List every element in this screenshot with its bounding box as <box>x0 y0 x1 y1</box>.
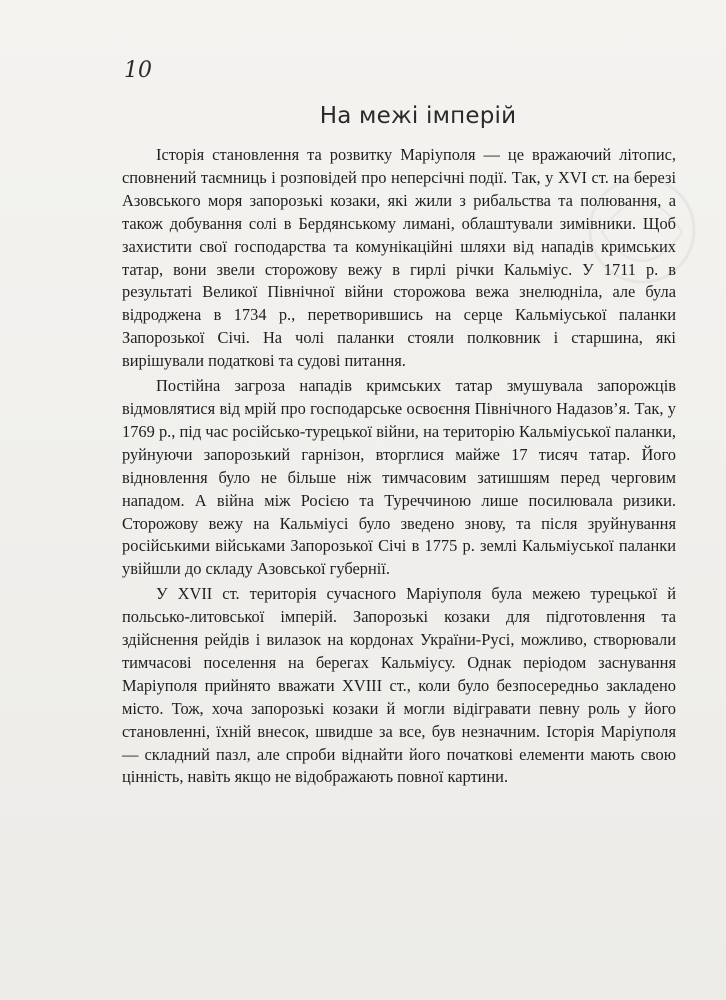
paragraph-2: Постійна загроза нападів кримських татар змушувала запорожців відмовлятися від мрій про господарське освоєння Північного Надазов’я. Так, у 1769 р., під час російсько-турецької війни, на територію Кальміуської паланки, руйнуючи запорозький гарнізон, вторглися майже 17 тисяч татар. Його відновлення було не більше ніж тимчасовим затишшям перед черговим нападом. А війна між Росією та Туреччиною лише посилювала ризики. Сторожову вежу на Кальміусі було зведено знову, та після зруйнування російськими військами Запорозької Січі в 1775 р. землі Кальміуської паланки увійшли до складу Азовської губернії. <box>122 376 676 579</box>
body-text <box>122 144 676 791</box>
paragraph-1: Історія становлення та розвитку Маріуполя — це вражаючий літопис, сповнений таємниць і розповідей про неперсічні події. Так, у XVI ст. на березі Азовського моря запорозькі козаки, які жили з рибальства та полювання, а також добування солі в Бердянському лимані, облаштували зимівники. Щоб захистити свої господарства та комунікаційні шляхи від нападів кримських татар, вони звели сторожову вежу в гирлі річки Кальміус. У 1711 р. в результаті Великої Північної війни сторожова вежа знелюдніла, але була відроджена в 1734 р., перетворившись на серце Кальміуської паланки Запорозької Січі. На чолі паланки стояли полковник і старшина, які вирішували податкові та судові питання. <box>122 145 676 371</box>
page-number: 10 <box>124 58 152 83</box>
paragraph-3: У XVII ст. територія сучасного Маріуполя була межею турецької й польсько-литовської імперій. Запорозькі козаки для підготовлення та здійснення рейдів і вилазок на кордонах України-Русі, можливо, створювали тимчасові поселення на берегах Кальміусу. Однак періодом заснування Маріуполя прийнято вважати XVIII ст., коли було безпосередньо закладено місто. Тож, хоча запорозькі козаки й могли відігравати певну роль у його становленні, їхній внесок, швидше за все, був незначним. Історія Маріуполя — складний пазл, але спроби віднайти його початкові елементи мають свою цінність, навіть якщо не відображають повної картини. <box>122 584 676 787</box>
chapter-title: На межі імперій <box>319 103 517 129</box>
